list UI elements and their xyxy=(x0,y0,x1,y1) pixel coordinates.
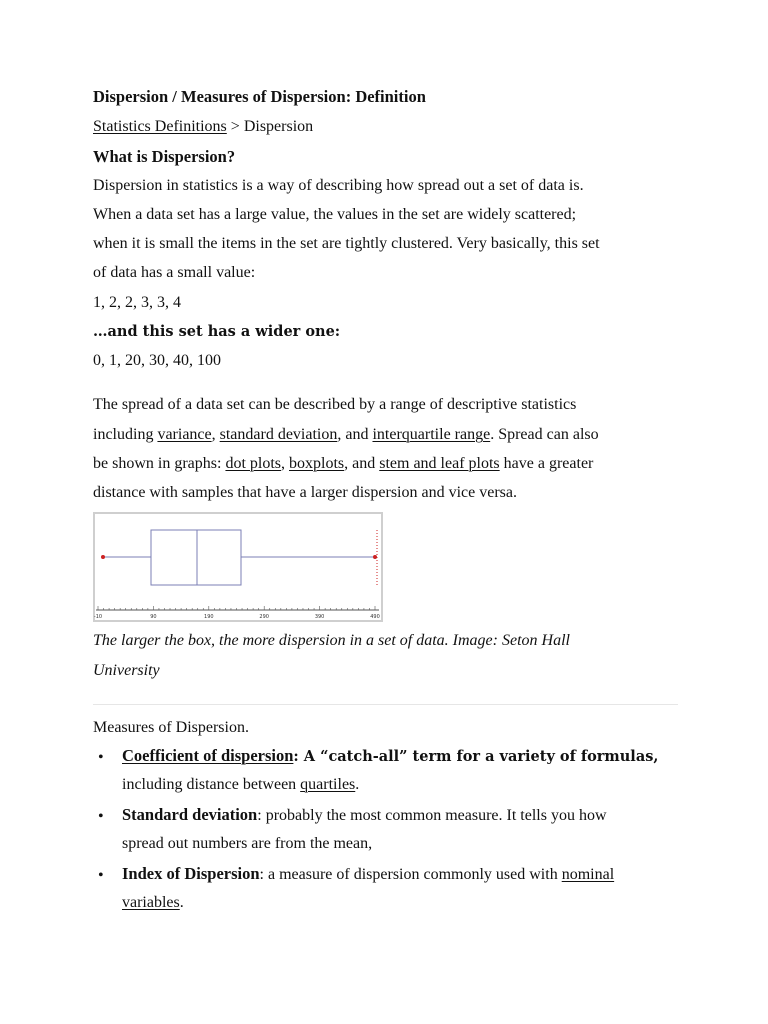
breadcrumb-separator: > xyxy=(230,118,240,135)
intro-line-4: of data has a small value: xyxy=(93,264,256,281)
spread-line-4: distance with samples that have a larger dispersion and vice versa. xyxy=(93,484,518,501)
text-fragment: , and xyxy=(344,455,380,472)
text-fragment: , xyxy=(281,455,289,472)
text-fragment: including distance between xyxy=(122,776,301,793)
breadcrumb-current: Dispersion xyxy=(243,118,314,135)
link-coefficient-of-dispersion[interactable]: Coefficient of dispersion xyxy=(122,746,294,765)
text-fragment: be shown in graphs: xyxy=(93,455,226,472)
spread-line-3 xyxy=(93,454,593,474)
breadcrumb-link-statistics-definitions[interactable]: Statistics Definitions xyxy=(93,118,227,135)
text-fragment: , and xyxy=(337,426,373,443)
text-fragment: . Spread can also xyxy=(490,426,599,443)
figure-caption-line-1: The larger the box, the more dispersion in a set of data. Image: Seton Hall xyxy=(93,632,570,649)
spread-line-2 xyxy=(93,425,599,445)
link-variance[interactable]: variance xyxy=(157,426,212,443)
bullet-dot: • xyxy=(98,749,104,766)
list-item-index-line-1 xyxy=(122,864,614,885)
list-item-coefficient-line-1 xyxy=(122,746,658,767)
axis-tick-label: 90 xyxy=(150,614,157,620)
list-item-standard-deviation-line-2: spread out numbers are from the mean, xyxy=(122,835,373,852)
link-interquartile-range[interactable]: interquartile range xyxy=(372,426,491,443)
text-fragment: , xyxy=(211,426,220,443)
breadcrumb xyxy=(93,117,313,137)
spread-line-1: The spread of a data set can be described by a range of descriptive statistics xyxy=(93,396,577,413)
intro-line-2: When a data set has a large value, the values in the set are widely scattered; xyxy=(93,206,577,223)
axis-tick-label: 190 xyxy=(204,614,214,620)
axis-tick-label: -10 xyxy=(93,614,103,620)
max-point xyxy=(373,555,377,559)
boxplot-figure xyxy=(93,512,383,622)
text-fragment: : probably the most common measure. It tells you how xyxy=(257,807,607,824)
measures-intro: Measures of Dispersion. xyxy=(93,719,249,736)
figure-frame xyxy=(94,513,383,622)
term-index-of-dispersion: Index of Dispersion xyxy=(122,864,260,883)
bullet-dot: • xyxy=(98,808,104,825)
link-standard-deviation[interactable]: standard deviation xyxy=(219,426,338,443)
term-standard-deviation: Standard deviation xyxy=(122,805,258,824)
text-fragment: have a greater xyxy=(499,455,594,472)
text-fragment: . xyxy=(179,894,184,911)
list-item-standard-deviation-line-1 xyxy=(122,805,607,826)
coefficient-description: : A “catch-all” term for a variety of formulas, xyxy=(293,748,659,765)
link-quartiles[interactable]: quartiles xyxy=(300,776,356,793)
axis-tick-label: 290 xyxy=(259,614,269,620)
list-item-coefficient-line-2 xyxy=(122,775,359,795)
axis-tick-label: 390 xyxy=(314,614,325,620)
small-set: 1, 2, 2, 3, 3, 4 xyxy=(93,294,181,311)
min-point xyxy=(101,555,105,559)
figure-caption-line-2: University xyxy=(93,662,160,679)
wide-set: 0, 1, 20, 30, 40, 100 xyxy=(93,352,221,369)
link-nominal-variables[interactable]: nominal xyxy=(561,866,615,883)
boxplot-image xyxy=(93,512,383,622)
axis-tick-label: 490 xyxy=(370,614,380,620)
link-variables[interactable]: variables xyxy=(122,894,180,911)
section-heading: What is Dispersion? xyxy=(93,147,236,166)
list-item-index-line-2 xyxy=(122,893,184,913)
text-fragment: . xyxy=(355,776,360,793)
divider xyxy=(93,704,678,705)
link-boxplots[interactable]: boxplots xyxy=(289,455,345,472)
link-stem-and-leaf-plots[interactable]: stem and leaf plots xyxy=(379,455,500,472)
text-fragment: including xyxy=(93,426,158,443)
intro-line-1: Dispersion in statistics is a way of describing how spread out a set of data is. xyxy=(93,177,584,194)
intro-line-3: when it is small the items in the set are tightly clustered. Very basically, this set xyxy=(93,235,600,252)
link-dot-plots[interactable]: dot plots xyxy=(225,455,281,472)
bullet-dot: • xyxy=(98,867,104,884)
page-title: Dispersion / Measures of Dispersion: Definition xyxy=(93,87,426,106)
text-fragment: : a measure of dispersion commonly used with xyxy=(259,866,562,883)
wider-set-intro: …and this set has a wider one: xyxy=(93,323,341,340)
